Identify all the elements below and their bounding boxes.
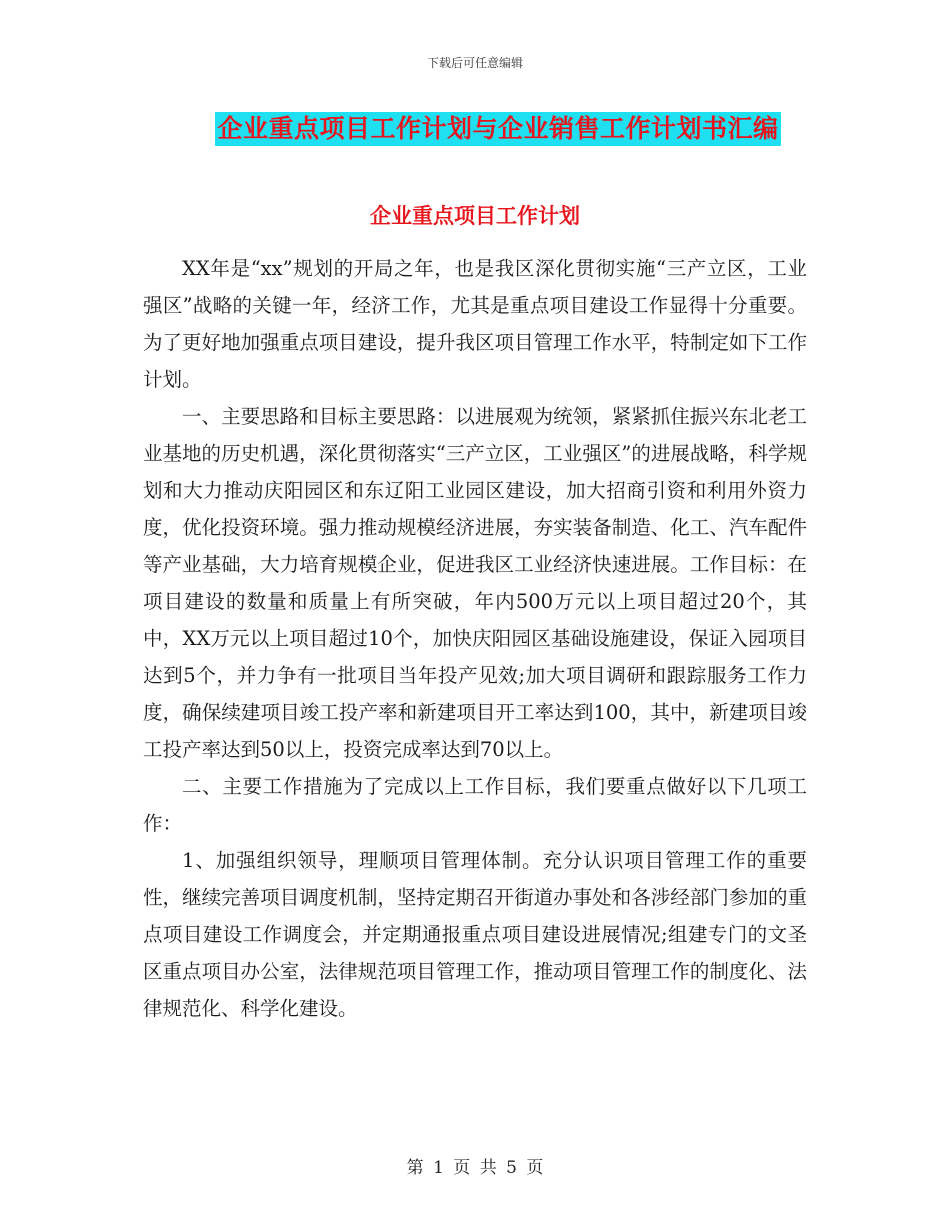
paragraph-goals: 一、主要思路和目标主要思路：以进展观为统领，紧紧抓住振兴东北老工业基地的历史机遇，深化贯彻落实“三产立区，工业强区”的进展战略，科学规划和大力推动庆阳园区和东辽阳工业园区建设，加大招商引资和利用外资力度，优化投资环境。强力推动规模经济进展，夯实装备制造、化工、汽车配件等产业基础，大力培育规模企业，促进我区工业经济快速进展。工作目标：在项目建设的数量和质量上有所突破，年内500万元以上项目超过20个，其中，XX万元以上项目超过10个，加快庆阳园区基础设施建设，保证入园项目达到5个，并力争有一批项目当年投产见效;加大项目调研和跟踪服务工作力度，确保续建项目竣工投产率和新建项目开工率达到100，其中，新建项目竣工投产率达到50以上，投资完成率达到70以上。 (143, 405, 807, 761)
header-note: 下载后可任意编辑 (426, 56, 523, 70)
section-title: 企业重点项目工作计划 (370, 204, 580, 228)
paragraph-measure-1: 1、加强组织领导，理顺项目管理体制。充分认识项目管理工作的重要性，继续完善项目调度机制，坚持定期召开街道办事处和各涉经部门参加的重点项目建设工作调度会，并定期通报重点项目建设进展情况;组建专门的文圣区重点项目办公室，法律规范项目管理工作，推动项目管理工作的制度化、法律规范化、科学化建设。 (143, 849, 807, 1020)
main-title-container (0, 112, 950, 146)
document-body (143, 250, 807, 1027)
main-title: 企业重点项目工作计划与企业销售工作计划书汇编 (215, 112, 780, 146)
page-number: 第 1 页 共 5 页 (406, 1158, 544, 1178)
paragraph-measures: 二、主要工作措施为了完成以上工作目标，我们要重点做好以下几项工作： (143, 775, 807, 835)
paragraph-intro: XX年是“xx”规划的开局之年，也是我区深化贯彻实施“三产立区，工业强区”战略的关键一年，经济工作，尤其是重点项目建设工作显得十分重要。为了更好地加强重点项目建设，提升我区项目管理工作水平，特制定如下工作计划。 (143, 257, 807, 391)
